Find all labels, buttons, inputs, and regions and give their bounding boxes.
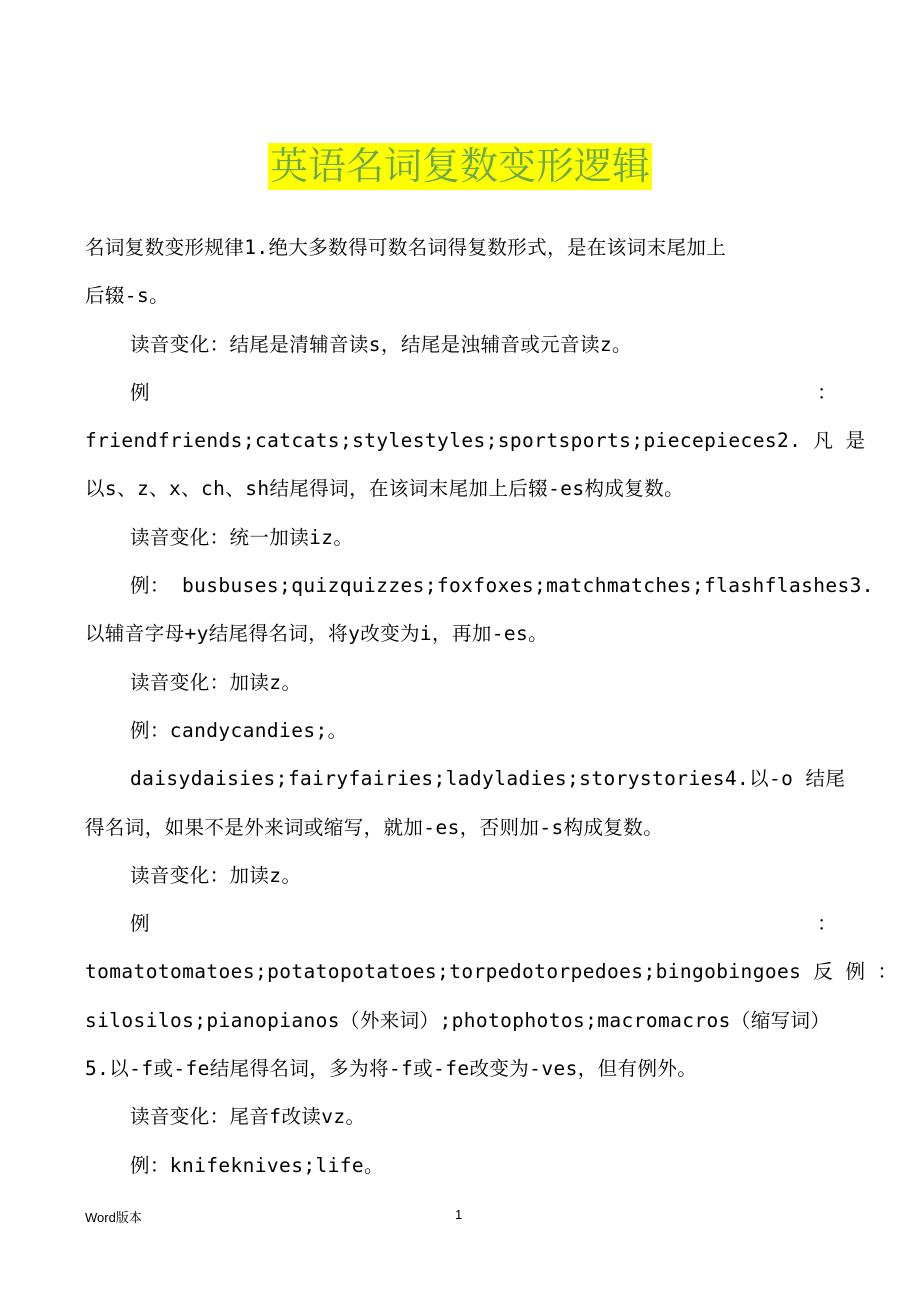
paragraph-line: 例：candycandies;。 (130, 718, 348, 742)
paragraph-line: silosilos;pianopianos（外来词）;photophotos;macromacros（缩写词） (85, 1008, 831, 1032)
paragraph-line: 读音变化：尾音f改读vz。 (130, 1105, 366, 1129)
document-title: 英语名词复数变形逻辑 (269, 144, 650, 188)
paragraph-line: 读音变化：加读z。 (130, 863, 302, 887)
paragraph-line: tomatotomatoes;potatopotatoes;torpedotorpedoes;bingobingoes 反 例 ： (85, 960, 898, 984)
paragraph-line: daisydaisies;fairyfairies;ladyladies;storystories4.以-o 结尾 (130, 767, 846, 791)
page-number: 1 (455, 1207, 463, 1222)
example-label: 例 (130, 912, 150, 936)
title-container (0, 143, 920, 190)
document-body (85, 224, 898, 1190)
paragraph-line: 读音变化：统一加读iz。 (130, 525, 354, 549)
paragraph-line (85, 369, 837, 417)
paragraph-line: 名词复数变形规律1.绝大多数得可数名词得复数形式，是在该词末尾加上 (85, 236, 727, 259)
paragraph-line: 例：knifeknives;life。 (130, 1153, 384, 1177)
example-colon: ： (817, 912, 837, 936)
paragraph-line: 后辍-s。 (85, 284, 169, 308)
paragraph-line: 以辅音字母+y结尾得名词，将y改变为i，再加-es。 (85, 622, 549, 646)
footer-label: Word版本 (85, 1210, 142, 1225)
paragraph-line: 以s、z、x、ch、sh结尾得词，在该词末尾加上后辍-es构成复数。 (85, 477, 685, 501)
paragraph-line: 5.以-f或-fe结尾得名词，多为将-f或-fe改变为-ves，但有例外。 (85, 1057, 698, 1081)
example-colon: ： (817, 380, 837, 404)
example-label: 例 (130, 380, 150, 404)
paragraph-line: 例： busbuses;quizquizzes;foxfoxes;matchmatches;flashflashes3. (130, 574, 874, 598)
paragraph-line: 读音变化：加读z。 (130, 670, 302, 694)
paragraph-line: 得名词，如果不是外来词或缩写，就加-es，否则加-s构成复数。 (85, 815, 664, 839)
paragraph-line: friendfriends;catcats;stylestyles;sportsports;piecepieces2. 凡 是 (85, 429, 866, 453)
paragraph-line (85, 900, 837, 948)
paragraph-line: 读音变化：结尾是清辅音读s，结尾是浊辅音或元音读z。 (130, 332, 632, 356)
